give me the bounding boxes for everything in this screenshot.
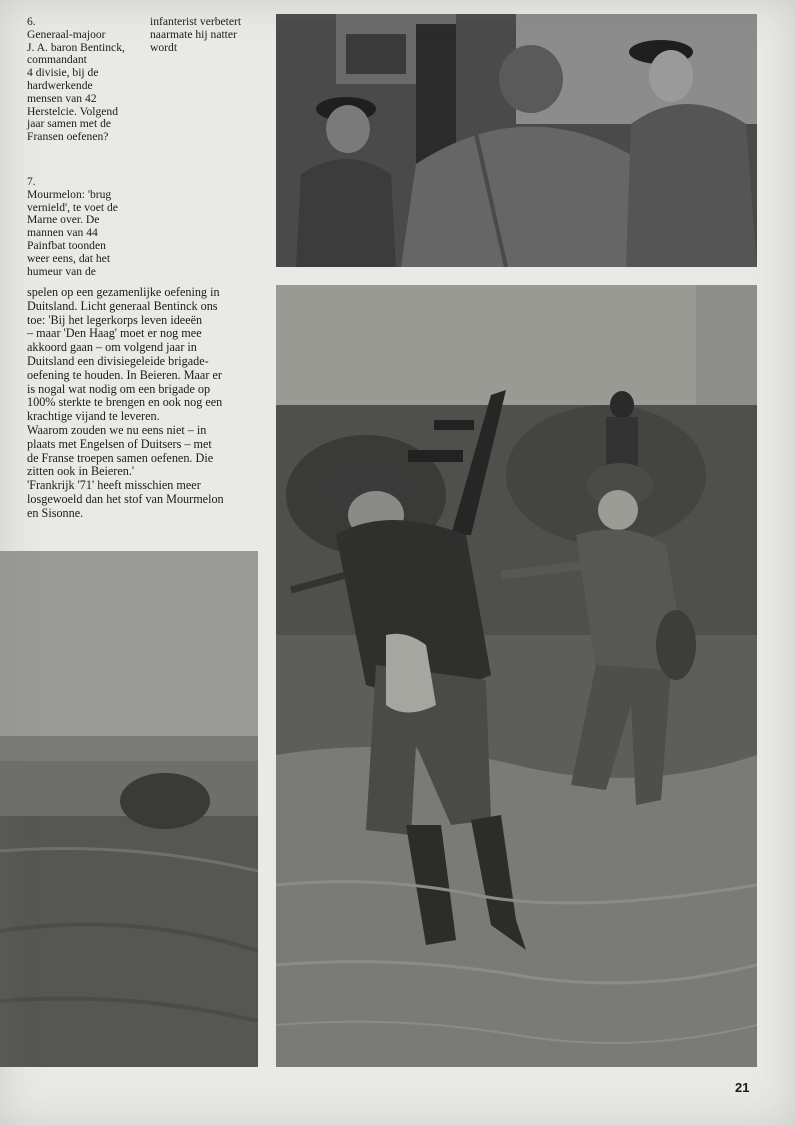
photo-soldiers-wading-river (276, 285, 757, 1067)
photo-open-landscape (0, 551, 258, 1067)
article-body: spelen op een gezamenlijke oefening in Duitsland. Licht generaal Bentinck ons toe: 'Bij het legerkorps leven ideeën – maar 'Den Haag' moet er nog mee akkoord gaan – om volgend jaar in Duitsland een divisiegeleide brigade- oefening te houden. In Beieren. Maar er is nogal wat nodig om een brigade op 100% sterkte te brengen en ook nog een krachtige vijand te leveren. Waarom zouden we nu eens niet – in plaats met Engelsen of Duitsers – met de Franse troepen samen oefenen. Die zitten ook in Beieren.' 'Frankrijk '71' heeft misschien meer losgewoeld dan het stof van Mourmelon en Sisonne. (27, 285, 224, 520)
photo-caption-7: 7. Mourmelon: 'brug vernield', te voet de Marne over. De mannen van 44 Painfbat toonden weer eens, dat het humeur van de (27, 175, 118, 278)
photo-officers-at-equipment (276, 14, 757, 267)
photo-caption-7-continued: infanterist verbetert naarmate hij natter wordt (150, 15, 242, 54)
photo-caption-6: 6. Generaal-majoor J. A. baron Bentinck, commandant 4 divisie, bij de hardwerkende mensen van 42 Herstelcie. Volgend jaar samen met de Fransen oefenen? (27, 15, 125, 144)
page-number: 21 (735, 1080, 750, 1095)
